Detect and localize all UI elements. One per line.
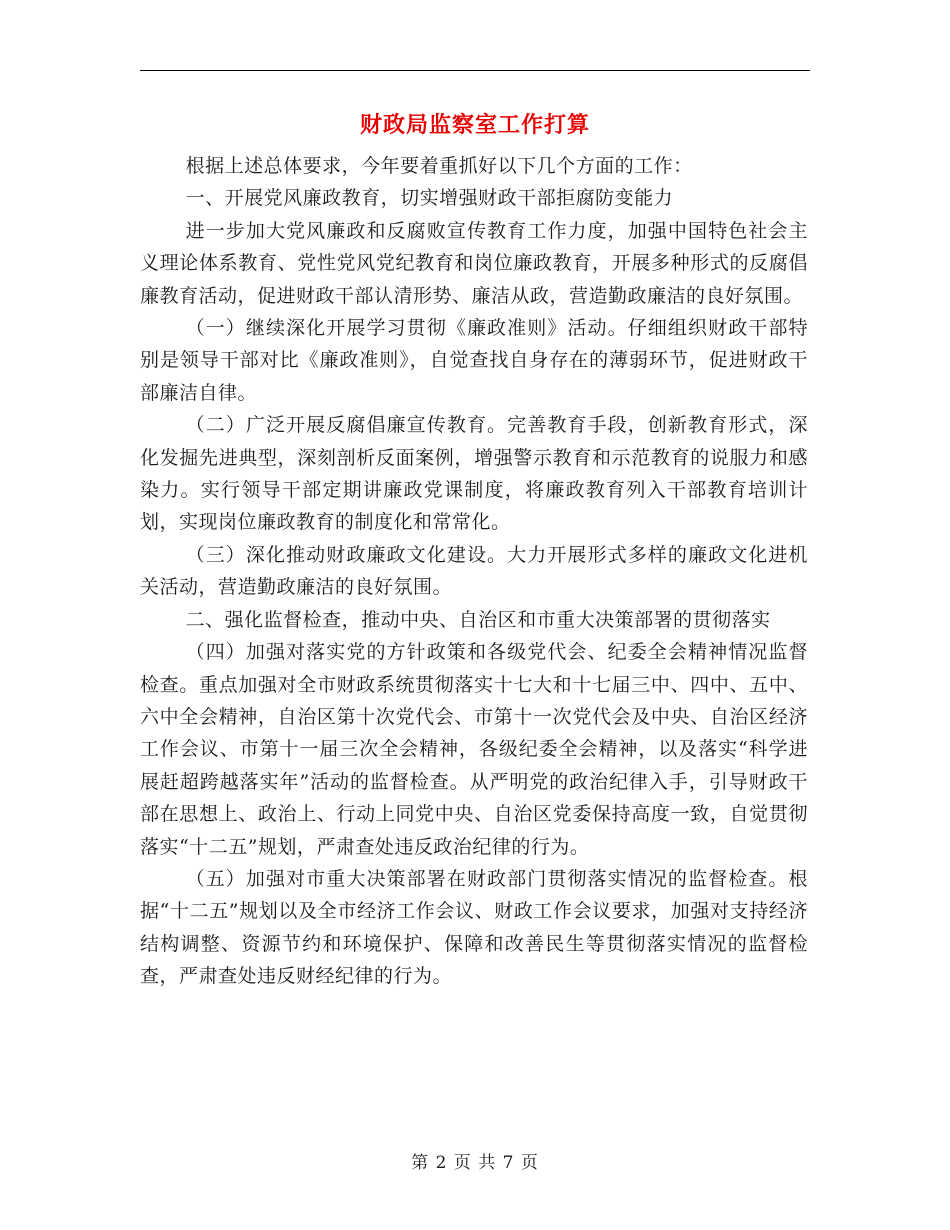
section-heading: 一、开展党风廉政教育，切实增强财政干部拒腐防变能力 (185, 187, 674, 210)
section-heading: 二、强化监督检查，推动中央、自治区和市重大决策部署的贯彻落实 (185, 608, 771, 631)
page-number: 第 2 页 共 7 页 (411, 1153, 539, 1173)
document-title: 财政局监察室工作打算 (359, 112, 590, 138)
document-body (140, 150, 808, 993)
paragraph: （四）加强对落实党的方针政策和各级党代会、纪委全会精神情况监督检查。重点加强对全市财政系统贯彻落实十七大和十七届三中、四中、五中、六中全会精神，自治区第十次党代会、市第十一次党代会及中央、自治区经济工作会议、市第十一届三次全会精神，各级纪委全会精神，以及落实“科学进展赶超跨越落实年”活动的监督检查。从严明党的政治纪律入手，引导财政干部在思想上、政治上、行动上同党中央、自治区党委保持高度一致，自觉贯彻落实“十二五”规划，严肃查处违反政治纪律的行为。 (140, 641, 808, 858)
paragraph: （五）加强对市重大决策部署在财政部门贯彻落实情况的监督检查。根据“十二五”规划以及全市经济工作会议、财政工作会议要求，加强对支持经济结构调整、资源节约和环境保护、保障和改善民生等贯彻落实情况的监督检查，严肃查处违反财经纪律的行为。 (140, 867, 808, 988)
paragraph: （二）广泛开展反腐倡廉宣传教育。完善教育手段，创新教育形式，深化发掘先进典型，深刻剖析反面案例，增强警示教育和示范教育的说服力和感染力。实行领导干部定期讲廉政党课制度，将廉政教育列入干部教育培训计划，实现岗位廉政教育的制度化和常常化。 (140, 414, 808, 534)
paragraph: （三）深化推动财政廉政文化建设。大力开展形式多样的廉政文化进机关活动，营造勤政廉洁的良好氛围。 (140, 543, 808, 599)
paragraph: （一）继续深化开展学习贯彻《廉政准则》活动。仔细组织财政干部特别是领导干部对比《廉政准则》，自觉查找自身存在的薄弱环节，促进财政干部廉洁自律。 (140, 317, 808, 404)
paragraph: 根据上述总体要求，今年要着重抓好以下几个方面的工作： (185, 155, 693, 177)
header-rule (140, 70, 810, 71)
paragraph: 进一步加大党风廉政和反腐败宣传教育工作力度，加强中国特色社会主义理论体系教育、党性党风党纪教育和岗位廉政教育，开展多种形式的反腐倡廉教育活动，促进财政干部认清形势、廉洁从政，营造勤政廉洁的良好氛围。 (140, 219, 808, 307)
